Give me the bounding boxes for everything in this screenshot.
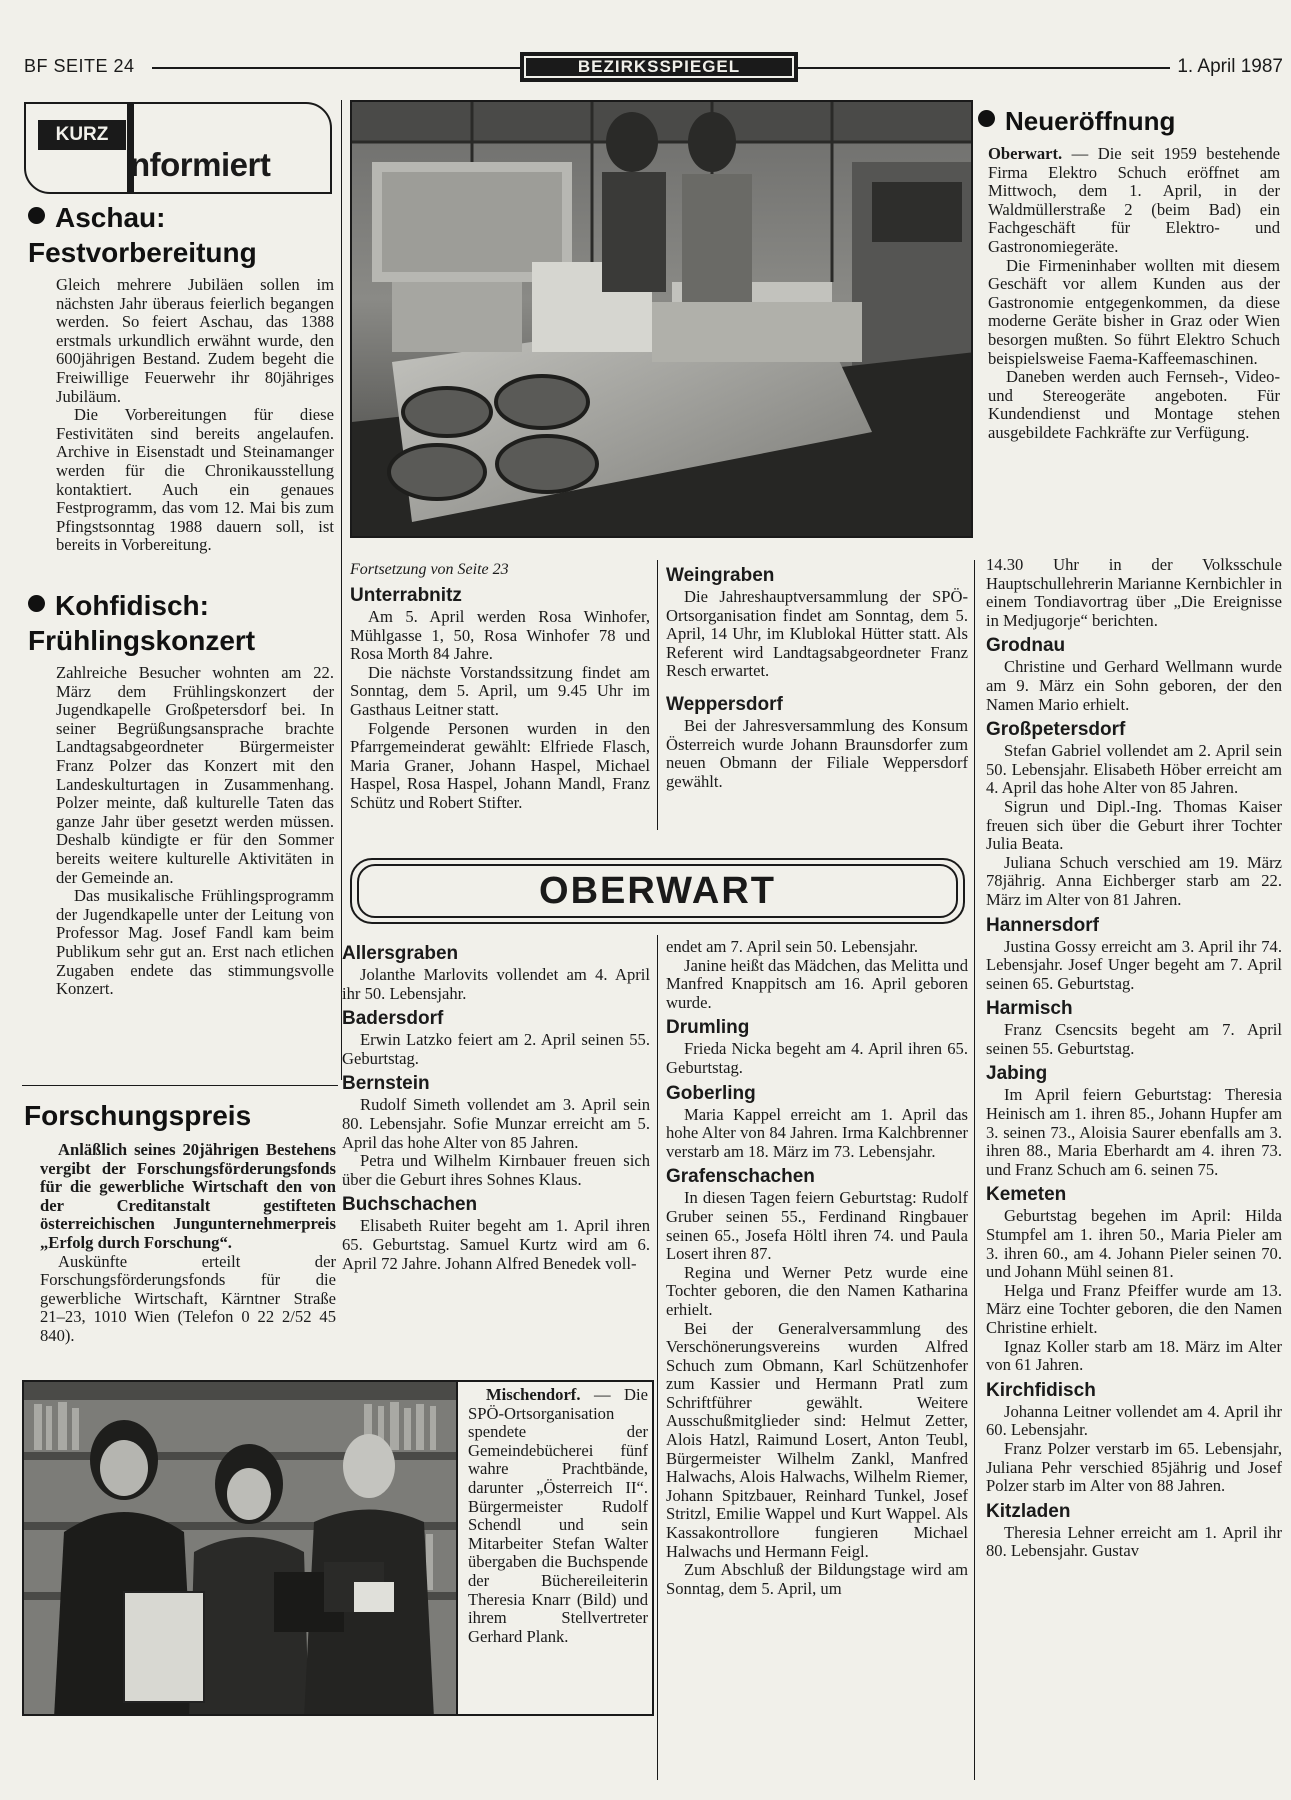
column-oberwart-left (342, 938, 650, 1273)
article-title: Festvorbereitung (28, 237, 257, 268)
town-heading: Bernstein (342, 1073, 430, 1095)
mischendorf-caption: Mischendorf. — Die SPÖ-Ortsorganisation spendete der Gemeindebücherei fünf wahre Prachtbände, darunter „Österreich II“. Bürgermeister Rudolf Schendl und sein Mitarbeiter Stefan Walter übergaben die Buchspende der Büchereileiterin Theresia Knarr (Bild) und ihrem Stellvertreter Gerhard Plank. (468, 1385, 648, 1646)
column-divider (657, 560, 658, 830)
column-oberwart-middle (666, 938, 968, 1598)
town-body: Am 5. April werden Rosa Winhofer, Mühlgasse 1, 50, Rosa Winhofer 78 und Rosa Morth 84 Jahre. Die nächste Vorstandssitzung findet am Sonntag, dem 5. April, um 9.45 Uhr im Gasthaus Leitner statt. Folgende Personen wurden in den Pfarrgemeinderat gewählt: Elfriede Flasch, Maria Graner, Johann Haspel, Michael Haspel, Rosa Haspel, Johann Mandl, Franz Schütz und Robert Stifter. (350, 607, 650, 812)
article-kohfidisch (28, 588, 334, 999)
section-badge (520, 52, 798, 82)
town-heading: Großpetersdorf (986, 719, 1126, 741)
section-title: BEZIRKSSPIEGEL (524, 56, 794, 78)
article-title: Forschungspreis (24, 1100, 252, 1131)
bookdonation-photo-image (24, 1382, 458, 1716)
column-weingraben (666, 560, 968, 791)
town-body: Erwin Latzko feiert am 2. April seinen 55. Geburtstag. (342, 1030, 650, 1068)
column-divider (341, 100, 342, 1080)
article-title: Neueröffnung (978, 104, 1280, 139)
article-aschau (28, 200, 334, 555)
column-divider (657, 935, 658, 1780)
town-body: Frieda Nicka begeht am 4. April ihren 65. Geburtstag. (666, 1039, 968, 1077)
town-body: endet am 7. April sein 50. Lebensjahr. Janine heißt das Mädchen, das Melitta und Manfred Knappitsch am 16. April geboren wurde. (666, 937, 968, 1012)
town-heading: Badersdorf (342, 1008, 444, 1030)
article-body: Oberwart. — Die seit 1959 bestehende Firma Elektro Schuch eröffnet am Mittwoch, dem 1. April, in der Waldmüllerstraße 2 (beim Bad) ein Fachgeschäft für Elektro- und Gastronomiegeräte. Die Firmeninhaber wollten mit diesem Geschäft vor allem Kunden aus der Gastronomie entgegenkommen, da diese moderne Geräte bisher in Graz oder Wien besorgen mußten. So führt Elektro Schuch beispielsweise Faema-Kaffeemaschinen. Daneben werden auch Fernseh-, Video- und Stereogeräte angeboten. Für Kundendienst und Montage stehen ausgebildete Fachkräfte zur Verfügung. (988, 144, 1280, 442)
article-body: Die Vorbereitungen für diese Festivitäten sind bereits angelaufen. Archive in Eisenstadt und Steinamanger werden für die Chronikausstellung kontaktiert. Auch ein genaues Festprogramm, das vom 12. Mai bis zum Pfingstsonntag 1988 dauern soll, ist bereits in Vorbereitung. (56, 405, 334, 555)
town-heading: Jabing (986, 1063, 1048, 1085)
column-divider (974, 560, 975, 1780)
town-body: Geburtstag begehen im April: Hilda Stumpfel am 1. ihren 50., Maria Pieler am 3. ihren 60., am 4. Johann Pieler seinen 70. und Johann Mühl seinen 81. Helga und Franz Pfeiffer wurde am 13. März eine Tochter geboren, die den Namen Christine erhielt. Ignaz Koller starb am 18. März im Alter von 61 Jahren. (986, 1206, 1282, 1375)
article-body: Anläßlich seines 20jährigen Bestehens vergibt der Forschungsförderungsfonds für die gewerbliche Wirtschaft den von der Creditanstalt gestifteten österreichischen Jungunternehmerpreis „Erfolg durch Forschung“. Auskünfte erteilt der Forschungsförderungsfonds für die gewerbliche Wirtschaft, Kärntner Straße 21–23, 1010 Wien (Telefon 0 22 2/52 45 840). (40, 1140, 336, 1345)
article-title: Aschau: (28, 200, 334, 235)
town-body: Maria Kappel erreicht am 1. April das hohe Alter von 84 Jahren. Irma Kalchbrenner verstarb am 18. März im 73. Lebensjahr. (666, 1104, 968, 1161)
town-heading: Buchschachen (342, 1194, 478, 1216)
continuation-note: Fortsetzung von Seite 23 (350, 561, 509, 578)
town-body: Johanna Leitner vollendet am 4. April ihr 60. Lebensjahr. Franz Polzer verstarb im 65. Lebensjahr, Juliana Pehr verschied 85jährig und Josef Polzer starb im Alter von 88 Jahren. (986, 1401, 1282, 1496)
town-body: Elisabeth Ruiter begeht am 1. April ihren 65. Geburtstag. Samuel Kurtz wird am 6. April 72 Jahre. Johann Alfred Benedek voll- (342, 1216, 650, 1273)
article-title: Kohfidisch: (28, 588, 334, 623)
town-heading: Kemeten (986, 1184, 1067, 1206)
town-body: Franz Csencsits begeht am 7. April seinen 55. Geburtstag. (986, 1020, 1282, 1058)
section-divider (22, 1085, 338, 1086)
town-heading: Kitzladen (986, 1500, 1071, 1522)
town-heading: Allersgraben (342, 943, 459, 964)
town-heading: Unterrabnitz (350, 585, 462, 606)
town-heading: Weppersdorf (666, 693, 783, 715)
article-title: Frühlingskonzert (28, 625, 256, 656)
column-fortsetzung (350, 560, 650, 813)
kurz-tag: KURZ (38, 120, 126, 150)
article-body: Gleich mehrere Jubiläen sollen im nächsten Jahr überaus feierlich begangen werden. So feiert Aschau, das 1388 erstmals urkundlich erwähnt wurde, den 600jährigen Bestand. Zudem begeht die Freiwillige Feuerwehr ihr 80jähriges Jubiläum. (56, 275, 334, 406)
town-heading: Grafenschachen (666, 1166, 815, 1188)
bullet-icon (28, 595, 45, 612)
page-number: BF SEITE 24 (24, 56, 135, 76)
header-rule-right (798, 67, 1170, 69)
article-forschungspreis (24, 1098, 336, 1346)
column-right-fortsetzung (986, 556, 1282, 1561)
town-heading: Weingraben (666, 565, 775, 586)
photo-elektro-schuch-shop (350, 100, 973, 538)
town-body: Jolanthe Marlovits vollendet am 4. April ihr 50. Lebensjahr. (342, 965, 650, 1003)
article-neueroeffnung (978, 104, 1280, 443)
article-body: Zahlreiche Besucher wohnten am 22. März dem Frühlingskonzert der Jugendkapelle Großpetersdorf bei. In seiner Begrüßungsansprache brachte Landtagsabgeordneter Bürgermeister Franz Polzer das Konzert mit den Landeskulturtagen in Zusammenhang. Polzer meinte, daß kulturelle Taten das ganze Jahr über gesetzt werden müssen. Deshalb kündigte er für den Sommer bereits weitere kulturelle Aktivitäten in der Gemeinde an. Das musikalische Frühlingsprogramm der Jugendkapelle unter der Leitung von Professor Mag. Josef Fandl kam beim Publikum sehr gut an. Erst nach etlichen Zugaben endete das stimmungsvolle Konzert. (56, 663, 334, 999)
town-heading: Hannersdorf (986, 914, 1099, 936)
town-body: Justina Gossy erreicht am 3. April ihr 74. Lebensjahr. Josef Unger begeht am 7. April seinen 65. Geburtstag. (986, 936, 1282, 993)
town-body: Stefan Gabriel vollendet am 2. April sein 50. Lebensjahr. Elisabeth Höber erreicht am 4. April das hohe Alter von 85 Jahren. Sigrun und Dipl.-Ing. Thomas Kaiser freuen sich über die Geburt ihrer Tochter Julia Beata. Juliana Schuch verschied am 19. März 78jährig. Anna Eichberger starb am 22. März im Alter von 81 Jahren. (986, 741, 1282, 909)
town-body: 14.30 Uhr in der Volksschule Hauptschullehrerin Marianne Kernbichler in einem Tondiavortrag über „Die Ereignisse in Medjugorje“ berichten. (986, 555, 1282, 630)
bullet-icon (28, 207, 45, 224)
town-heading: Drumling (666, 1017, 750, 1039)
town-heading: Kirchfidisch (986, 1379, 1096, 1401)
shop-photo-image (352, 102, 973, 538)
town-body: Bei der Jahresversammlung des Konsum Österreich wurde Johann Braunsdorfer zum neuen Obmann der Filiale Weppersdorf gewählt. (666, 715, 968, 791)
town-body: Theresia Lehner erreicht am 1. April ihr 80. Lebensjahr. Gustav (986, 1522, 1282, 1561)
informiert-word: nformiert (130, 146, 271, 183)
town-body: Im April feiern Geburtstag: Theresia Heinisch am 1. ihren 85., Johann Hupfer am 3. seinen 73., Aloisia Saurer ebenfalls am 3. ihren 88., Maria Eberhardt am 4. ihren 73. und Franz Schuch am 6. seinen 75. (986, 1085, 1282, 1179)
town-body: In diesen Tagen feiern Geburtstag: Rudolf Gruber seinen 55., Ferdinand Ringbauer seinen 65., Josefa Höltl ihren 74. und Paula Losert ihren 87. Regina und Werner Petz wurde eine Tochter geboren, die den Namen Katharina erhielt. Bei der Generalversammlung des Verschönerungsvereins wurden Alfred Schuch zum Obmann, Karl Schützenhofer zum Kassier und Hermann Pratl zum Schriftführer gewählt. Weitere Ausschußmitglieder sind: Helmut Zetter, Alois Hatzl, Raimund Losert, Anton Teubl, Bürgermeister Wilhelm Zankl, Manfred Halwachs, Alois Halwachs, Wilhelm Riemer, Johann Spitzbauer, Reinhard Tunkel, Josef Stritzl, Emilie Wappel und Kurt Wappel. Als Kassakontrollore fungieren Michael Halwachs und Hermann Feigl. Zum Abschluß der Bildungstage wird am Sonntag, dem 5. April, um (666, 1188, 968, 1598)
town-body: Rudolf Simeth vollendet am 3. April sein 80. Lebensjahr. Sofie Munzar erreicht am 5. April das hohe Alter von 85 Jahren. Petra und Wilhelm Kirnbauer freuen sich über die Geburt ihres Sohnes Klaus. (342, 1095, 650, 1189)
photo-mischendorf-bookdonation (22, 1380, 458, 1716)
town-body: Christine und Gerhard Wellmann wurde am 9. März ein Sohn geboren, der den Namen Mario erhielt. (986, 657, 1282, 714)
town-heading: Goberling (666, 1082, 756, 1104)
header-rule-left (152, 67, 520, 69)
oberwart-banner: OBERWART (357, 864, 958, 918)
bullet-icon (978, 110, 995, 127)
issue-date: 1. April 1987 (1177, 56, 1283, 77)
town-body: Die Jahreshauptversammlung der SPÖ-Ortsorganisation findet am Sonntag, dem 5. April, 14 Uhr, im Klublokal Hütter statt. Als Referent wird Landtagsabgeordneter Franz Resch erwartet. (666, 587, 968, 681)
town-heading: Grodnau (986, 635, 1066, 657)
town-heading: Harmisch (986, 998, 1073, 1020)
